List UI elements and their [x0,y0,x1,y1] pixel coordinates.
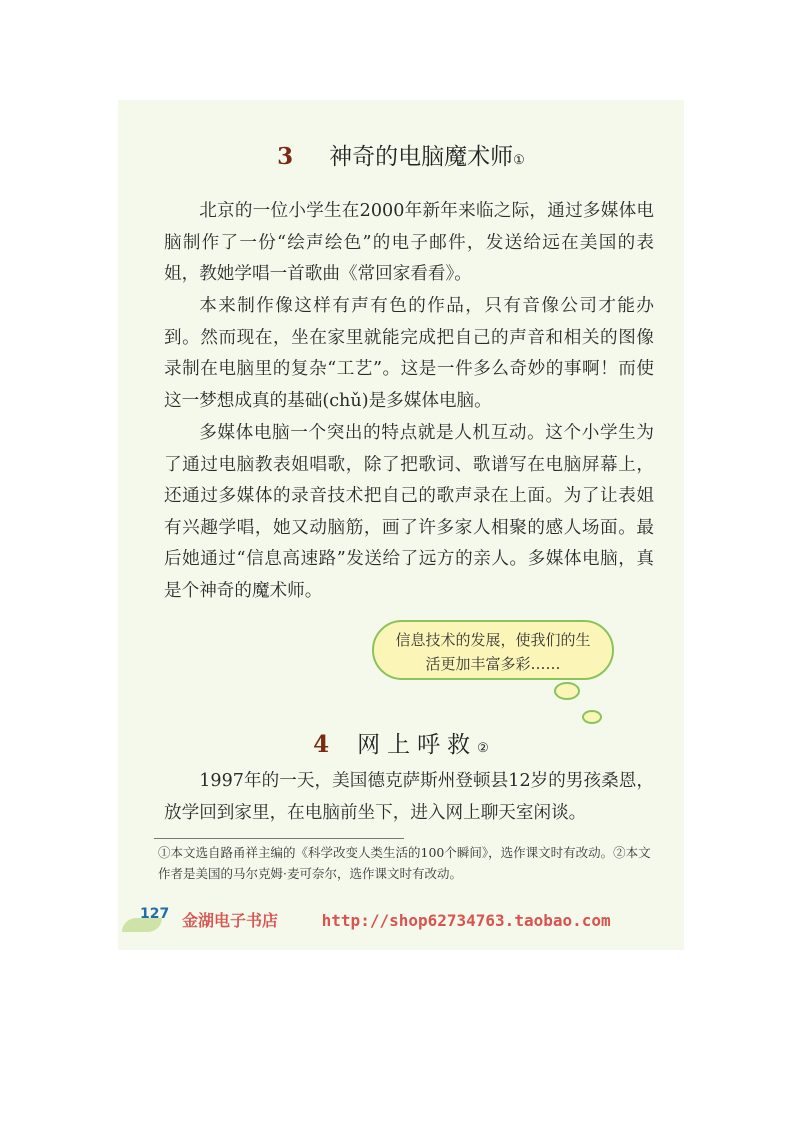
watermark [182,908,611,931]
footnote-marker-2: ② [477,741,489,756]
lesson-3-title [118,138,684,171]
footnote-marker-1: ① [513,153,525,168]
lesson-4-title [118,726,684,759]
lesson-3-number: 3 [277,143,294,170]
page-number: 127 [140,906,170,922]
paragraph-2: 本来制作像这样有声有色的作品，只有音像公司才能办到。然而现在，坐在家里就能完成把自己的声音和相关的图像录制在电脑里的复杂“工艺”。这是一件多么奇妙的事啊！而使这一梦想成真的基础(chǔ)是多媒体电脑。 [164,296,654,411]
bubble-dot-icon [554,682,580,700]
paragraph-4: 1997年的一天，美国德克萨斯州登顿县12岁的男孩桑恩，放学回到家里，在电脑前坐下，进入网上聊天室闲谈。 [164,771,654,823]
watermark-shop: 金湖电子书店 [182,911,279,930]
lesson-4-title-text: 网上呼救 [357,732,478,758]
bubble-dot-icon [582,710,602,724]
textbook-page [118,100,684,950]
thought-bubble [372,620,614,680]
paragraph-1: 北京的一位小学生在2000年新年来临之际，通过多媒体电脑制作了一份“绘声绘色”的电子邮件，发送给远在美国的表姐，教她学唱一首歌曲《常回家看看》。 [164,201,654,284]
lesson-3-title-text: 神奇的电脑魔术师 [329,144,514,170]
watermark-url: http://shop62734763.taobao.com [321,911,611,930]
footnote: ①本文选自路甬祥主编的《科学改变人类生活的100个瞬间》，选作课文时有改动。②本文作者是美国的马尔克姆·麦可奈尔，选作课文时有改动。 [158,845,651,881]
thought-bubble-text: 信息技术的发展，使我们的生活更加丰富多彩…… [395,631,591,673]
footnote-divider [154,838,404,839]
lesson-4-number: 4 [313,731,330,758]
paragraph-3: 多媒体电脑一个突出的特点就是人机互动。这个小学生为了通过电脑教表姐唱歌，除了把歌词、歌谱写在电脑屏幕上，还通过多媒体的录音技术把自己的歌声录在上面。为了让表姐有兴趣学唱，她又动脑筋，画了许多家人相聚的感人场面。最后她通过“信息高速路”发送给了远方的亲人。多媒体电脑，真是个神奇的魔术师。 [164,423,654,601]
